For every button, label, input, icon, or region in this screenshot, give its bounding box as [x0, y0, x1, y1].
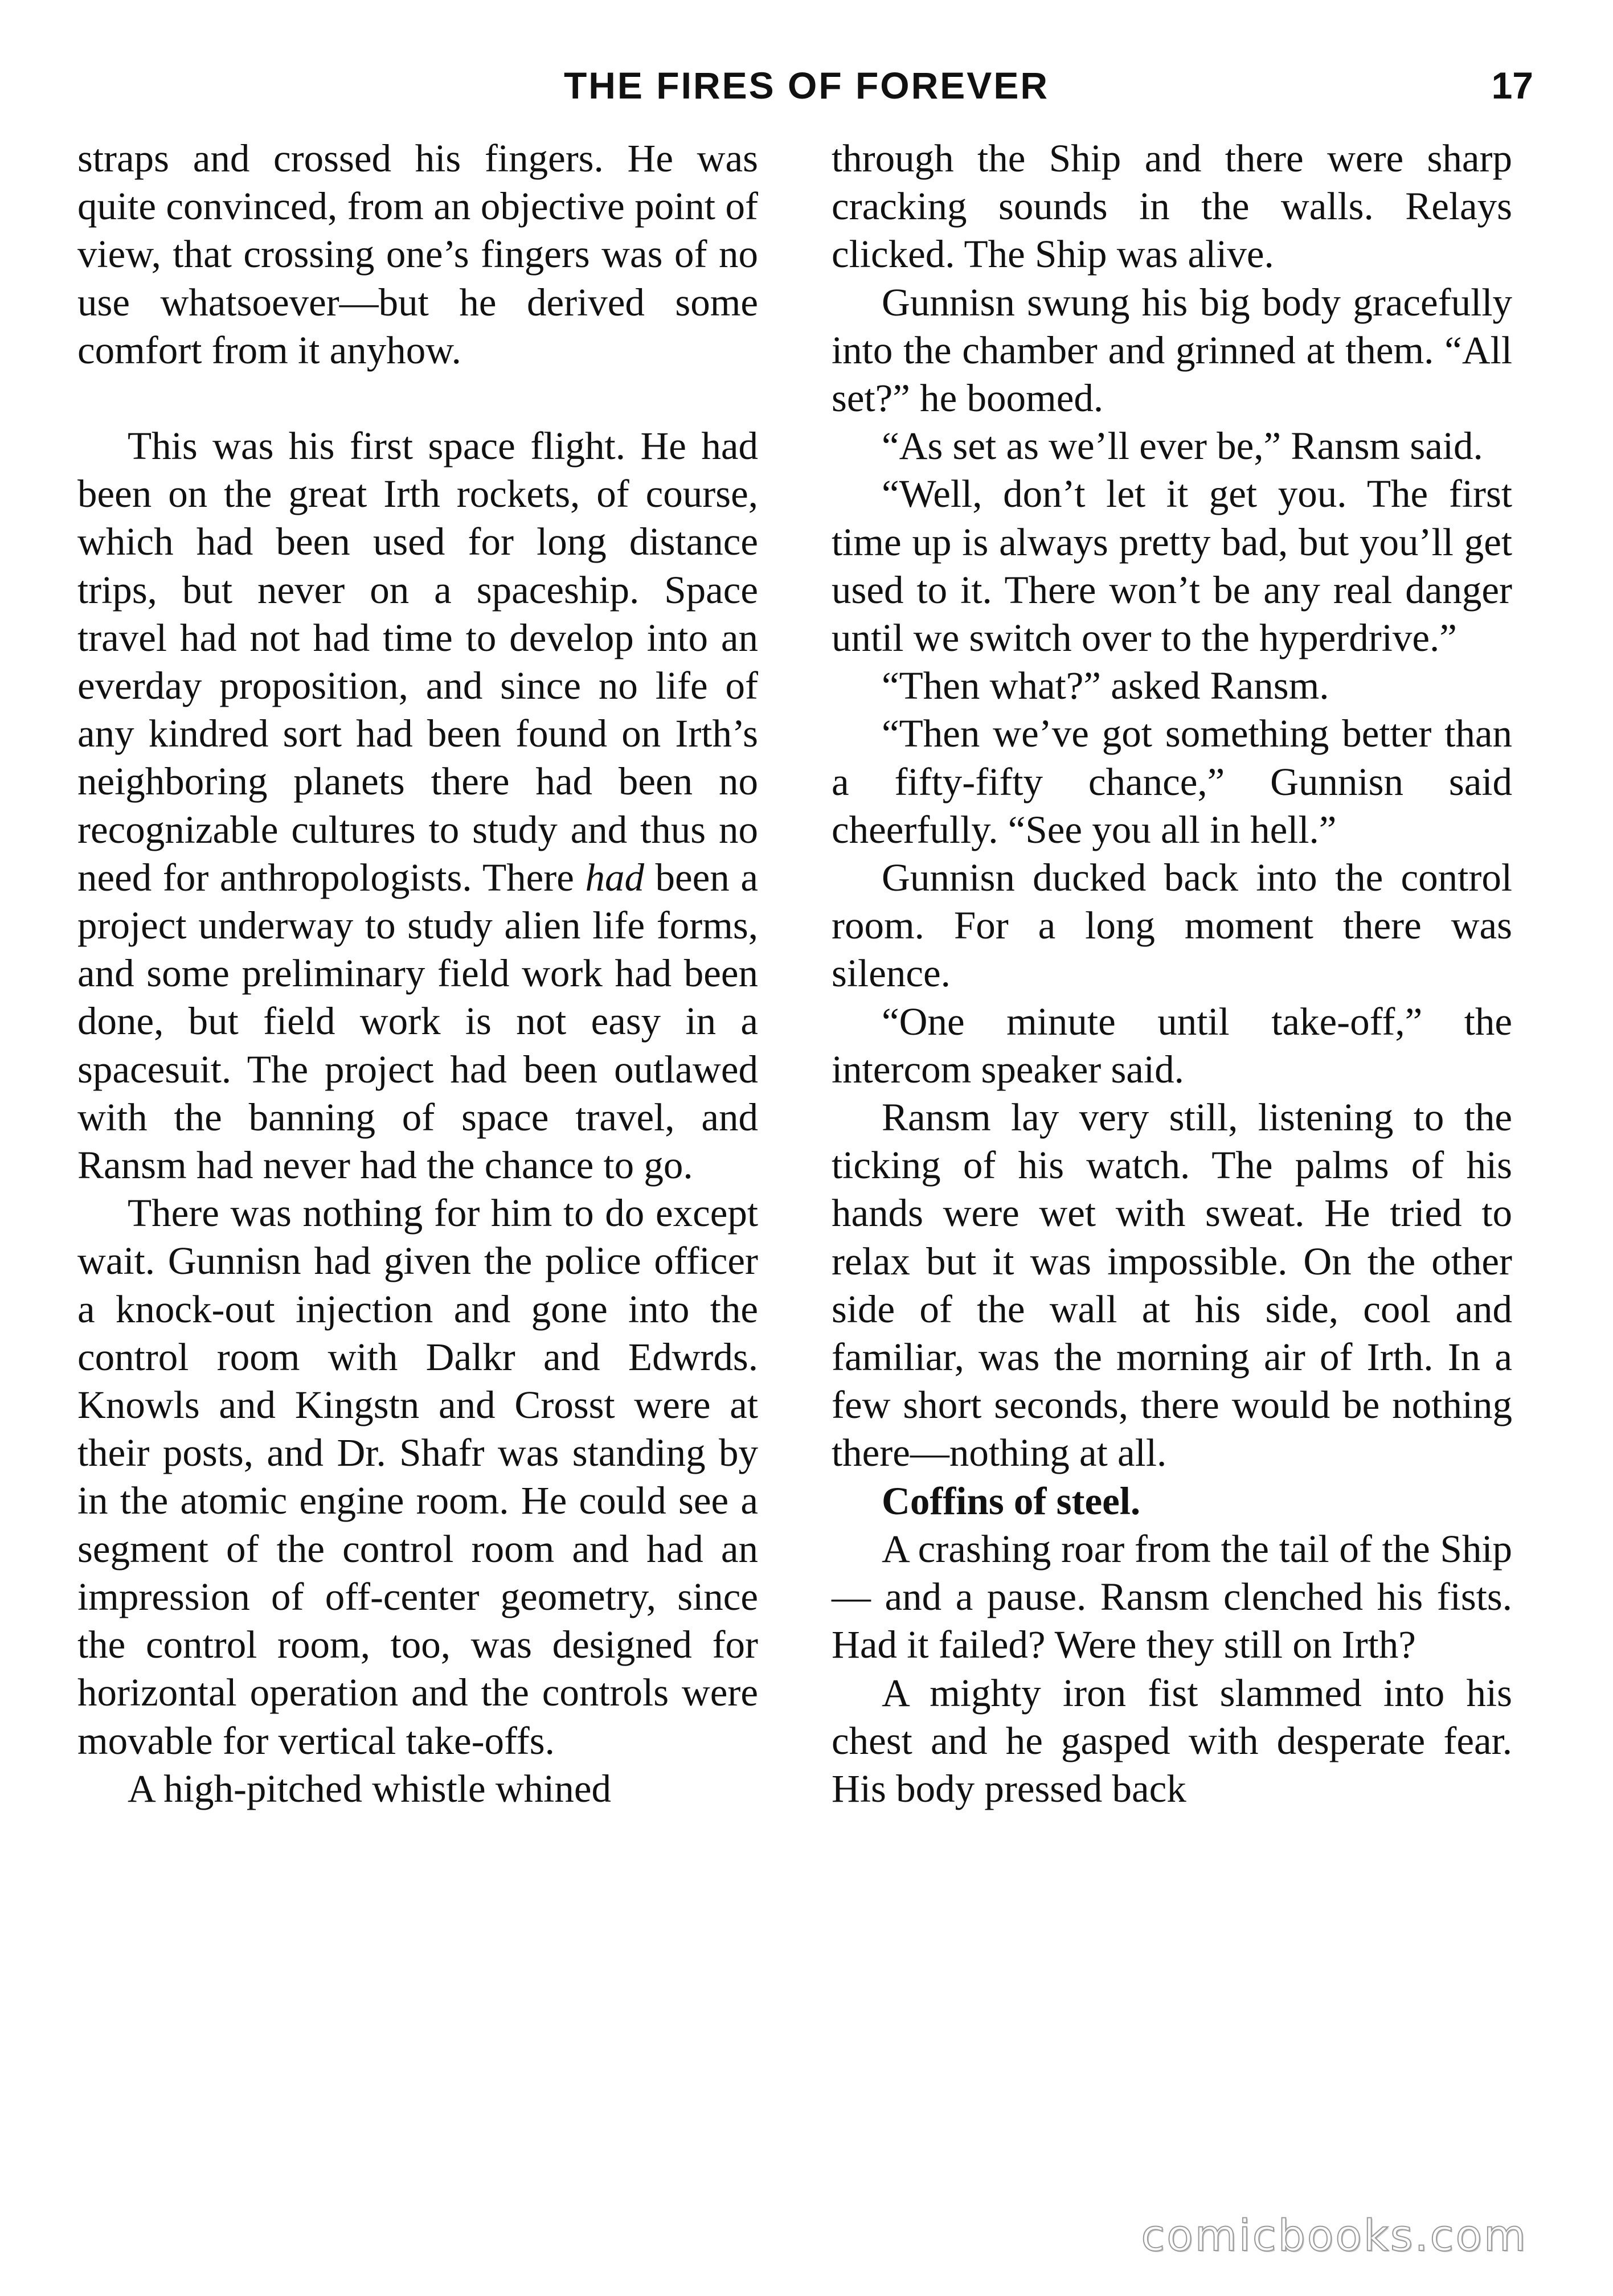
section-line: Coffins of steel. — [882, 1479, 1141, 1523]
paragraph: straps and crossed his fingers. He was quite convinced, from an objective point of view, that crossing one’s fingers was of no use whatsoever—but he derived some comfort from it anyhow. — [77, 137, 758, 372]
paragraph: There was nothing for him to do except wait. Gunnisn had given the police officer a knock-out injection and gone into the control room with Dalkr and Edwrds. Knowls and Kingstn and Crosst were at their posts, and Dr. Shafr was standing by in the atomic engine room. He could see a segment of the control room and had an impression of off-center geometry, since the control room, too, was designed for horizontal operation and the controls were movable for vertical take-offs. — [77, 1191, 758, 1762]
emphasized-word: had — [585, 855, 644, 899]
page-number: 17 — [1491, 64, 1533, 106]
paragraph: Gunnisn ducked back into the control room. For a long moment there was silence. — [832, 856, 1512, 995]
paragraph: “Then what?” asked Ransm. — [882, 664, 1329, 708]
paragraph: “As set as we’ll ever be,” Ransm said. — [882, 424, 1483, 468]
running-title: THE FIRES OF FOREVER — [563, 64, 1050, 106]
paragraph: A mighty iron fist slammed into his chest and he gasped with desperate fear. His body pressed back — [832, 1671, 1512, 1810]
paragraph: “One minute until take-off,” the intercom speaker said. — [832, 999, 1512, 1091]
paragraph — [77, 422, 758, 1189]
paragraph: A high-pitched whistle whined — [128, 1766, 611, 1810]
paragraph: “Well, don’t let it get you. The first time up is always pretty bad, but you’ll get used to it. There won’t be any real danger until we switch over to the hyperdrive.” — [832, 472, 1512, 660]
paragraph: through the Ship and there were sharp cracking sounds in the walls. Relays clicked. The Ship was alive. — [832, 137, 1512, 276]
paragraph-text: been a project underway to study alien life forms, and some preliminary field work had been done, but field work is not easy in a spacesuit. The project had been outlawed with the banning of space travel, and Ransm had never had the chance to go. — [77, 855, 758, 1187]
paragraph: Ransm lay very still, listening to the ticking of his watch. The palms of his hands were wet with sweat. He tried to relax but it was impossible. On the other side of the wall at his side, cool and familiar, was the morning air of Irth. In a few short seconds, there would be nothing there—nothing at all. — [832, 1096, 1512, 1475]
left-column — [77, 134, 758, 1813]
right-column — [832, 134, 1512, 1813]
running-header — [80, 63, 1533, 108]
watermark: comicbooks.com — [1141, 2210, 1528, 2261]
paragraph: A crashing roar from the tail of the Ship — and a pause. Ransm clenched his fists. Had it failed? Were they still on Irth? — [832, 1527, 1512, 1667]
paragraph-text: This was his first space flight. He had been on the great Irth rockets, of course, which had been used for long distance trips, but never on a spaceship. Space travel had not had time to develop into an everday proposition, and since no life of any kindred sort had been found on Irth’s neighboring planets there had been no recognizable cultures to study and thus no need for anthropologists. There — [77, 424, 758, 899]
paragraph: “Then we’ve got something better than a fifty-fifty chance,” Gunnisn said cheerfully. “See you all in hell.” — [832, 712, 1512, 851]
paragraph: Gunnisn swung his big body gracefully into the chamber and grinned at them. “All set?” he boomed. — [832, 280, 1512, 420]
